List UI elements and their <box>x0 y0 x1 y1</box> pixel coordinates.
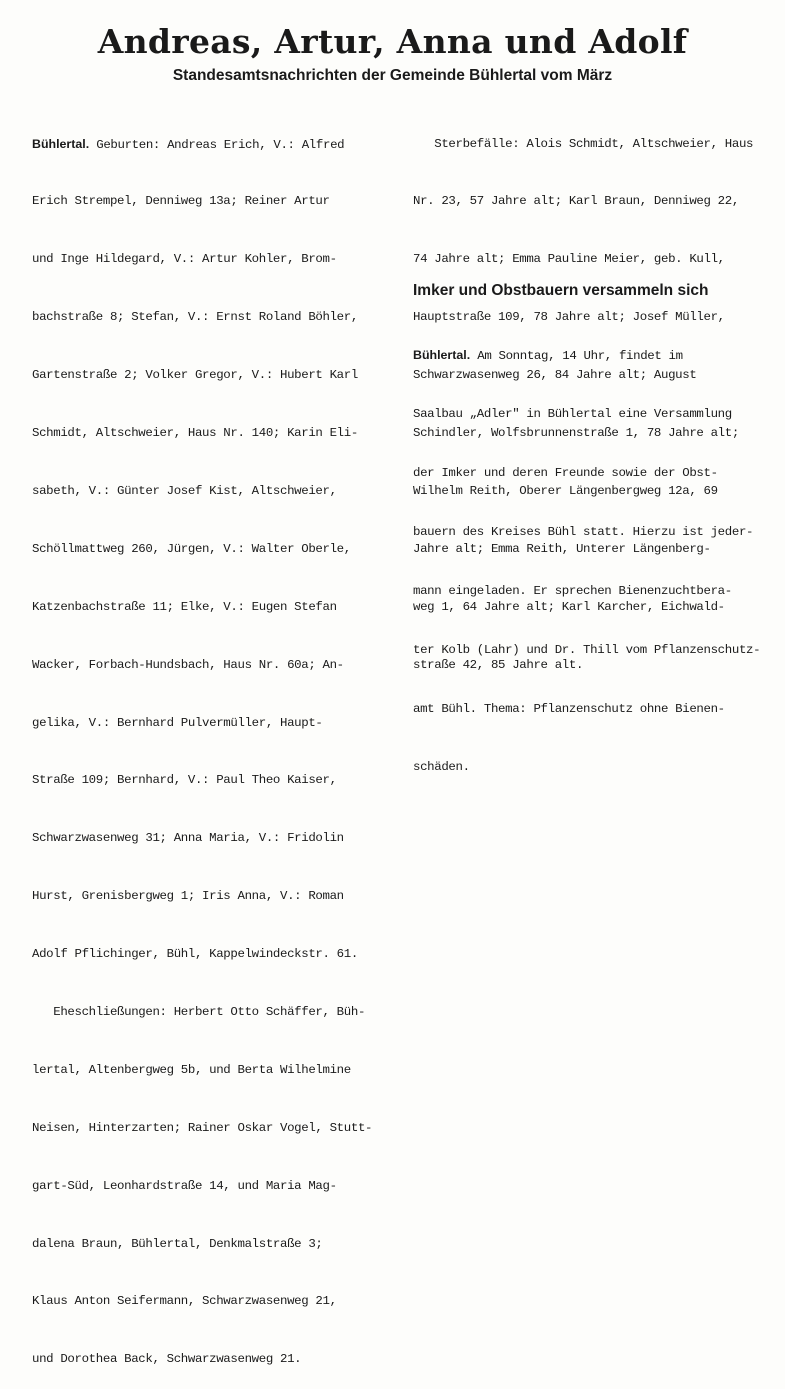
subheadline: Standesamtsnachrichten der Gemeinde Bühlertal vom März <box>172 67 613 84</box>
left-line: Schwarzwasenweg 31; Anna Maria, V.: Fridolin <box>32 831 344 846</box>
left-line: sabeth, V.: Günter Josef Kist, Altschweier, <box>32 483 337 498</box>
place-name: Bühlertal. <box>32 136 90 151</box>
right-line: Schindler, Wolfsbrunnenstraße 1, 78 Jahre alt; <box>413 426 739 441</box>
left-line: Klaus Anton Seifermann, Schwarzwasenweg 21, <box>32 1294 337 1309</box>
headline: Andreas, Artur, Anna und Adolf <box>97 22 688 61</box>
left-line: Neisen, Hinterzarten; Rainer Oskar Vogel, Stutt- <box>32 1120 373 1135</box>
left-line: dalena Braun, Bühlertal, Denkmalstraße 3; <box>32 1236 323 1251</box>
left-line: Hurst, Grenisbergweg 1; Iris Anna, V.: Roman <box>32 889 344 904</box>
left-line: Schöllmattweg 260, Jürgen, V.: Walter Oberle, <box>32 541 351 556</box>
left-column <box>32 96 400 1389</box>
left-line: gelika, V.: Bernhard Pulvermüller, Haupt- <box>32 715 323 730</box>
left-line: und Dorothea Back, Schwarzwasenweg 21. <box>32 1352 302 1367</box>
left-line: und Inge Hildegard, V.: Artur Kohler, Brom- <box>32 252 337 267</box>
left-line: Adolf Pflichinger, Bühl, Kappelwindeckstr. 61. <box>32 947 358 962</box>
section-line: amt Bühl. Thema: Pflanzenschutz ohne Bienen- <box>413 701 725 716</box>
right-line: Hauptstraße 109, 78 Jahre alt; Josef Müller, <box>413 310 725 325</box>
left-line: gart-Süd, Leonhardstraße 14, und Maria Mag- <box>32 1178 337 1193</box>
left-line: Eheschließungen: Herbert Otto Schäffer, Büh- <box>32 1004 366 1019</box>
right-line: 74 Jahre alt; Emma Pauline Meier, geb. Kull, <box>413 252 725 267</box>
right-line: Jahre alt; Emma Reith, Unterer Längenberg- <box>413 541 711 556</box>
right-line: weg 1, 64 Jahre alt; Karl Karcher, Eichwald- <box>413 599 725 614</box>
left-line: Gartenstraße 2; Volker Gregor, V.: Hubert Karl <box>32 368 358 383</box>
left-line: Erich Strempel, Denniweg 13a; Reiner Artur <box>32 194 330 209</box>
section-line: mann eingeladen. Er sprechen Bienenzuchtbera- <box>413 583 732 598</box>
section-line-0: Bühlertal. Am Sonntag, 14 Uhr, findet im <box>413 347 683 363</box>
left-line: Straße 109; Bernhard, V.: Paul Theo Kaiser, <box>32 773 337 788</box>
left-line-0: Bühlertal. Geburten: Andreas Erich, V.: Alfred <box>32 136 345 152</box>
left-line: bachstraße 8; Stefan, V.: Ernst Roland Böhler, <box>32 310 358 325</box>
section-line: ter Kolb (Lahr) und Dr. Thill vom Pflanzenschutz- <box>413 642 761 657</box>
left-line: lertal, Altenbergweg 5b, und Berta Wilhelmine <box>32 1062 351 1077</box>
section-heading: Imker und Obstbauern versammeln sich <box>413 282 709 299</box>
section-line: bauern des Kreises Bühl statt. Hierzu ist jeder- <box>413 524 754 539</box>
place-name: Bühlertal. <box>413 347 471 362</box>
right-line: Schwarzwasenweg 26, 84 Jahre alt; August <box>413 368 697 383</box>
left-line: Schmidt, Altschweier, Haus Nr. 140; Karin Eli- <box>32 426 358 441</box>
right-line: straße 42, 85 Jahre alt. <box>413 657 584 672</box>
section-line: schäden. <box>413 760 470 775</box>
section-line: der Imker und deren Freunde sowie der Obst- <box>413 465 718 480</box>
left-line: Katzenbachstraße 11; Elke, V.: Eugen Stefan <box>32 599 337 614</box>
right-line: Wilhelm Reith, Oberer Längenbergweg 12a, 69 <box>413 483 718 498</box>
section-body <box>413 307 773 798</box>
section-line: Saalbau „Adler" in Bühlertal eine Versammlung <box>413 406 732 421</box>
right-line: Nr. 23, 57 Jahre alt; Karl Braun, Denniweg 22, <box>413 194 739 209</box>
left-line: Wacker, Forbach-Hundsbach, Haus Nr. 60a; An- <box>32 657 344 672</box>
right-line: Sterbefälle: Alois Schmidt, Altschweier, Haus <box>413 136 754 151</box>
